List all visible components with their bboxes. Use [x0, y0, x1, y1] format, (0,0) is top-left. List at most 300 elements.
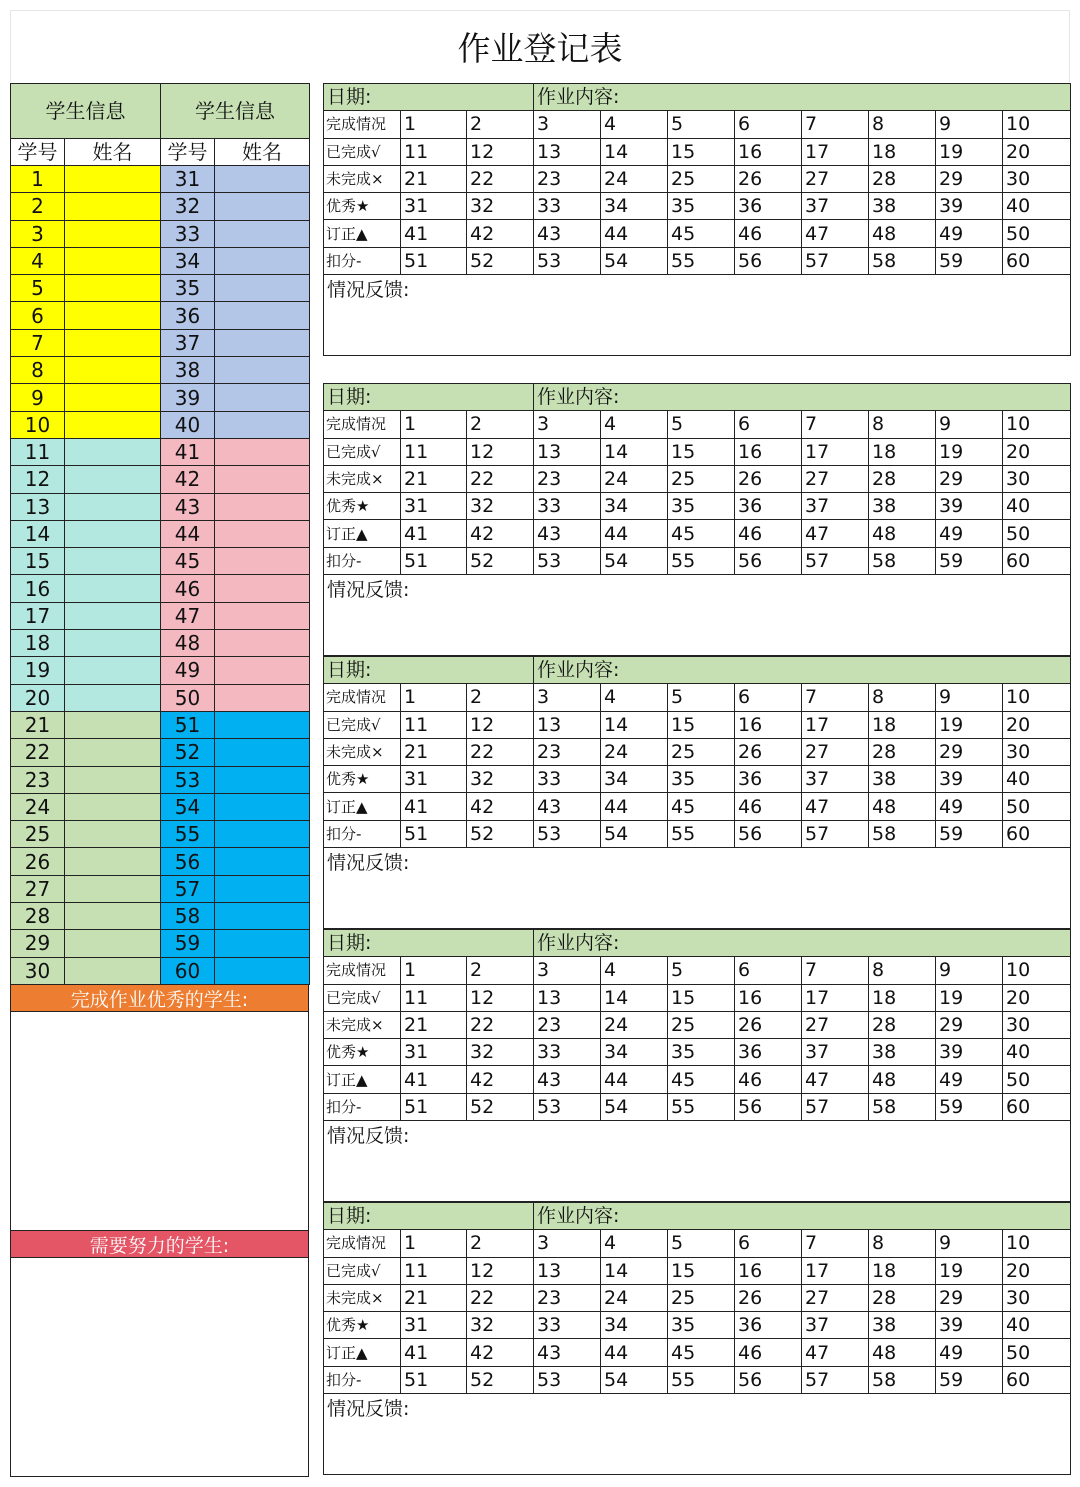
student-number-cell[interactable]: 6	[735, 957, 802, 984]
student-number-cell[interactable]: 1	[401, 684, 467, 711]
student-number-cell[interactable]: 39	[936, 493, 1003, 520]
student-number-cell[interactable]: 18	[869, 438, 936, 465]
student-number-cell[interactable]: 5	[668, 411, 735, 438]
student-name-cell[interactable]	[215, 493, 310, 520]
student-number-cell[interactable]: 37	[802, 1039, 869, 1066]
student-number-cell[interactable]: 26	[735, 738, 802, 765]
student-number-cell[interactable]: 32	[467, 766, 534, 793]
student-name-cell[interactable]	[215, 766, 310, 793]
student-number-cell[interactable]: 59	[936, 1366, 1003, 1393]
student-name-cell[interactable]	[65, 193, 161, 220]
student-number-cell[interactable]: 56	[735, 247, 802, 274]
student-number-cell[interactable]: 40	[1003, 493, 1071, 520]
student-name-cell[interactable]	[65, 630, 161, 657]
student-number-cell[interactable]: 54	[601, 247, 668, 274]
student-name-cell[interactable]	[215, 247, 310, 274]
student-number-cell[interactable]: 39	[936, 193, 1003, 220]
student-number-cell[interactable]: 25	[668, 738, 735, 765]
student-number-cell[interactable]: 41	[401, 220, 467, 247]
student-number-cell[interactable]: 39	[936, 1312, 1003, 1339]
student-number-cell[interactable]: 27	[802, 465, 869, 492]
student-name-cell[interactable]	[215, 357, 310, 384]
student-number-cell[interactable]: 19	[936, 711, 1003, 738]
student-name-cell[interactable]	[65, 166, 161, 193]
student-number-cell[interactable]: 26	[735, 465, 802, 492]
student-name-cell[interactable]	[215, 957, 310, 984]
student-name-cell[interactable]	[215, 548, 310, 575]
student-number-cell[interactable]: 26	[735, 1011, 802, 1038]
student-number-cell[interactable]: 24	[601, 165, 668, 192]
student-number-cell[interactable]: 19	[936, 984, 1003, 1011]
student-number-cell[interactable]: 3	[534, 684, 601, 711]
student-name-cell[interactable]	[65, 711, 161, 738]
student-number-cell[interactable]: 36	[735, 1039, 802, 1066]
student-number-cell[interactable]: 45	[668, 220, 735, 247]
student-number-cell[interactable]: 3	[534, 411, 601, 438]
student-name-cell[interactable]	[215, 302, 310, 329]
student-number-cell[interactable]: 56	[735, 1093, 802, 1120]
student-name-cell[interactable]	[65, 657, 161, 684]
student-name-cell[interactable]	[65, 384, 161, 411]
student-name-cell[interactable]	[215, 575, 310, 602]
student-number-cell[interactable]: 54	[601, 1366, 668, 1393]
student-number-cell[interactable]: 20	[1003, 984, 1071, 1011]
student-number-cell[interactable]: 11	[401, 438, 467, 465]
student-number-cell[interactable]: 36	[735, 766, 802, 793]
student-number-cell[interactable]: 11	[401, 984, 467, 1011]
student-number-cell[interactable]: 35	[668, 1039, 735, 1066]
student-number-cell[interactable]: 49	[936, 1339, 1003, 1366]
student-number-cell[interactable]: 5	[668, 684, 735, 711]
date-field[interactable]: 日期:	[324, 1203, 534, 1230]
student-number-cell[interactable]: 5	[668, 957, 735, 984]
student-number-cell[interactable]: 24	[601, 738, 668, 765]
student-number-cell[interactable]: 16	[735, 438, 802, 465]
student-number-cell[interactable]: 49	[936, 220, 1003, 247]
student-number-cell[interactable]: 20	[1003, 138, 1071, 165]
student-number-cell[interactable]: 32	[467, 1312, 534, 1339]
student-number-cell[interactable]: 58	[869, 547, 936, 574]
student-number-cell[interactable]: 60	[1003, 1366, 1071, 1393]
student-number-cell[interactable]: 57	[802, 1093, 869, 1120]
student-number-cell[interactable]: 27	[802, 738, 869, 765]
student-number-cell[interactable]: 35	[668, 193, 735, 220]
student-number-cell[interactable]: 51	[401, 820, 467, 847]
student-number-cell[interactable]: 1	[401, 411, 467, 438]
student-number-cell[interactable]: 25	[668, 1011, 735, 1038]
student-name-cell[interactable]	[215, 630, 310, 657]
student-number-cell[interactable]: 32	[467, 193, 534, 220]
student-number-cell[interactable]: 28	[869, 465, 936, 492]
student-name-cell[interactable]	[215, 848, 310, 875]
student-number-cell[interactable]: 53	[534, 247, 601, 274]
student-number-cell[interactable]: 53	[534, 1366, 601, 1393]
student-number-cell[interactable]: 2	[467, 1230, 534, 1257]
student-name-cell[interactable]	[215, 466, 310, 493]
student-number-cell[interactable]: 50	[1003, 1066, 1071, 1093]
student-number-cell[interactable]: 18	[869, 1257, 936, 1284]
student-number-cell[interactable]: 2	[467, 411, 534, 438]
student-name-cell[interactable]	[65, 466, 161, 493]
student-number-cell[interactable]: 34	[601, 1312, 668, 1339]
student-number-cell[interactable]: 44	[601, 520, 668, 547]
student-number-cell[interactable]: 11	[401, 711, 467, 738]
student-number-cell[interactable]: 18	[869, 138, 936, 165]
student-number-cell[interactable]: 56	[735, 820, 802, 847]
student-number-cell[interactable]: 10	[1003, 1230, 1071, 1257]
student-number-cell[interactable]: 32	[467, 1039, 534, 1066]
student-number-cell[interactable]: 23	[534, 738, 601, 765]
student-number-cell[interactable]: 4	[601, 957, 668, 984]
student-number-cell[interactable]: 1	[401, 111, 467, 138]
student-number-cell[interactable]: 1	[401, 957, 467, 984]
student-name-cell[interactable]	[215, 821, 310, 848]
student-number-cell[interactable]: 7	[802, 111, 869, 138]
student-number-cell[interactable]: 22	[467, 165, 534, 192]
student-number-cell[interactable]: 27	[802, 1011, 869, 1038]
homework-content-field[interactable]: 作业内容:	[534, 384, 1071, 411]
student-number-cell[interactable]: 59	[936, 1093, 1003, 1120]
student-number-cell[interactable]: 33	[534, 766, 601, 793]
student-number-cell[interactable]: 54	[601, 820, 668, 847]
student-number-cell[interactable]: 22	[467, 738, 534, 765]
student-number-cell[interactable]: 48	[869, 220, 936, 247]
student-number-cell[interactable]: 50	[1003, 793, 1071, 820]
student-number-cell[interactable]: 40	[1003, 766, 1071, 793]
student-name-cell[interactable]	[215, 411, 310, 438]
student-name-cell[interactable]	[65, 766, 161, 793]
student-number-cell[interactable]: 40	[1003, 193, 1071, 220]
student-number-cell[interactable]: 7	[802, 684, 869, 711]
student-number-cell[interactable]: 25	[668, 1284, 735, 1311]
student-name-cell[interactable]	[215, 438, 310, 465]
student-number-cell[interactable]: 43	[534, 520, 601, 547]
student-number-cell[interactable]: 42	[467, 1339, 534, 1366]
student-number-cell[interactable]: 47	[802, 1339, 869, 1366]
student-number-cell[interactable]: 10	[1003, 684, 1071, 711]
student-number-cell[interactable]: 9	[936, 1230, 1003, 1257]
student-number-cell[interactable]: 7	[802, 411, 869, 438]
student-number-cell[interactable]: 50	[1003, 1339, 1071, 1366]
student-number-cell[interactable]: 48	[869, 520, 936, 547]
student-number-cell[interactable]: 57	[802, 1366, 869, 1393]
student-number-cell[interactable]: 30	[1003, 1284, 1071, 1311]
student-number-cell[interactable]: 3	[534, 1230, 601, 1257]
student-name-cell[interactable]	[215, 602, 310, 629]
student-number-cell[interactable]: 31	[401, 1039, 467, 1066]
student-name-cell[interactable]	[65, 302, 161, 329]
student-name-cell[interactable]	[215, 684, 310, 711]
student-name-cell[interactable]	[215, 166, 310, 193]
student-number-cell[interactable]: 42	[467, 1066, 534, 1093]
student-number-cell[interactable]: 28	[869, 1284, 936, 1311]
student-number-cell[interactable]: 58	[869, 247, 936, 274]
student-number-cell[interactable]: 12	[467, 711, 534, 738]
student-number-cell[interactable]: 20	[1003, 1257, 1071, 1284]
student-name-cell[interactable]	[65, 548, 161, 575]
student-number-cell[interactable]: 15	[668, 984, 735, 1011]
student-number-cell[interactable]: 34	[601, 766, 668, 793]
student-number-cell[interactable]: 9	[936, 957, 1003, 984]
student-name-cell[interactable]	[215, 384, 310, 411]
student-number-cell[interactable]: 60	[1003, 820, 1071, 847]
student-number-cell[interactable]: 37	[802, 1312, 869, 1339]
student-name-cell[interactable]	[215, 903, 310, 930]
student-name-cell[interactable]	[65, 848, 161, 875]
student-number-cell[interactable]: 14	[601, 138, 668, 165]
student-number-cell[interactable]: 23	[534, 465, 601, 492]
student-number-cell[interactable]: 25	[668, 165, 735, 192]
student-name-cell[interactable]	[65, 357, 161, 384]
student-number-cell[interactable]: 40	[1003, 1039, 1071, 1066]
student-number-cell[interactable]: 30	[1003, 465, 1071, 492]
student-number-cell[interactable]: 41	[401, 520, 467, 547]
student-number-cell[interactable]: 15	[668, 438, 735, 465]
student-number-cell[interactable]: 37	[802, 766, 869, 793]
student-number-cell[interactable]: 35	[668, 493, 735, 520]
student-number-cell[interactable]: 4	[601, 411, 668, 438]
student-number-cell[interactable]: 34	[601, 1039, 668, 1066]
student-number-cell[interactable]: 59	[936, 547, 1003, 574]
student-number-cell[interactable]: 2	[467, 111, 534, 138]
feedback-field[interactable]: 情况反馈:	[324, 848, 1071, 929]
student-number-cell[interactable]: 55	[668, 547, 735, 574]
student-number-cell[interactable]: 4	[601, 684, 668, 711]
student-number-cell[interactable]: 2	[467, 957, 534, 984]
student-number-cell[interactable]: 9	[936, 111, 1003, 138]
student-number-cell[interactable]: 47	[802, 220, 869, 247]
student-number-cell[interactable]: 52	[467, 1093, 534, 1120]
student-number-cell[interactable]: 11	[401, 138, 467, 165]
student-number-cell[interactable]: 33	[534, 493, 601, 520]
student-number-cell[interactable]: 46	[735, 793, 802, 820]
student-name-cell[interactable]	[65, 957, 161, 984]
student-number-cell[interactable]: 51	[401, 547, 467, 574]
student-number-cell[interactable]: 28	[869, 738, 936, 765]
student-number-cell[interactable]: 55	[668, 247, 735, 274]
student-name-cell[interactable]	[215, 220, 310, 247]
student-name-cell[interactable]	[65, 247, 161, 274]
student-number-cell[interactable]: 10	[1003, 411, 1071, 438]
student-number-cell[interactable]: 58	[869, 820, 936, 847]
student-number-cell[interactable]: 16	[735, 984, 802, 1011]
student-number-cell[interactable]: 20	[1003, 711, 1071, 738]
student-number-cell[interactable]: 23	[534, 1284, 601, 1311]
student-number-cell[interactable]: 32	[467, 493, 534, 520]
student-name-cell[interactable]	[65, 493, 161, 520]
student-number-cell[interactable]: 41	[401, 1066, 467, 1093]
student-number-cell[interactable]: 42	[467, 220, 534, 247]
student-name-cell[interactable]	[65, 329, 161, 356]
student-number-cell[interactable]: 33	[534, 193, 601, 220]
student-number-cell[interactable]: 13	[534, 984, 601, 1011]
student-number-cell[interactable]: 4	[601, 1230, 668, 1257]
student-number-cell[interactable]: 19	[936, 138, 1003, 165]
student-number-cell[interactable]: 24	[601, 1011, 668, 1038]
student-number-cell[interactable]: 6	[735, 411, 802, 438]
student-number-cell[interactable]: 15	[668, 711, 735, 738]
student-number-cell[interactable]: 19	[936, 1257, 1003, 1284]
student-name-cell[interactable]	[215, 875, 310, 902]
student-number-cell[interactable]: 21	[401, 1284, 467, 1311]
student-number-cell[interactable]: 12	[467, 438, 534, 465]
student-number-cell[interactable]: 46	[735, 220, 802, 247]
student-number-cell[interactable]: 12	[467, 138, 534, 165]
student-number-cell[interactable]: 5	[668, 1230, 735, 1257]
student-name-cell[interactable]	[65, 821, 161, 848]
student-number-cell[interactable]: 13	[534, 1257, 601, 1284]
student-number-cell[interactable]: 17	[802, 1257, 869, 1284]
student-number-cell[interactable]: 8	[869, 957, 936, 984]
student-number-cell[interactable]: 59	[936, 247, 1003, 274]
feedback-field[interactable]: 情况反馈:	[324, 1394, 1071, 1475]
student-number-cell[interactable]: 47	[802, 1066, 869, 1093]
student-number-cell[interactable]: 41	[401, 1339, 467, 1366]
student-number-cell[interactable]: 23	[534, 165, 601, 192]
homework-content-field[interactable]: 作业内容:	[534, 657, 1071, 684]
student-number-cell[interactable]: 38	[869, 1312, 936, 1339]
student-number-cell[interactable]: 55	[668, 1366, 735, 1393]
student-name-cell[interactable]	[65, 875, 161, 902]
student-number-cell[interactable]: 49	[936, 1066, 1003, 1093]
student-number-cell[interactable]: 37	[802, 193, 869, 220]
student-number-cell[interactable]: 17	[802, 711, 869, 738]
student-number-cell[interactable]: 30	[1003, 738, 1071, 765]
student-number-cell[interactable]: 3	[534, 111, 601, 138]
student-number-cell[interactable]: 6	[735, 684, 802, 711]
student-number-cell[interactable]: 49	[936, 520, 1003, 547]
student-name-cell[interactable]	[215, 711, 310, 738]
student-number-cell[interactable]: 46	[735, 1339, 802, 1366]
student-number-cell[interactable]: 14	[601, 438, 668, 465]
student-name-cell[interactable]	[215, 739, 310, 766]
student-number-cell[interactable]: 53	[534, 1093, 601, 1120]
student-name-cell[interactable]	[215, 329, 310, 356]
student-number-cell[interactable]: 57	[802, 547, 869, 574]
student-number-cell[interactable]: 30	[1003, 1011, 1071, 1038]
student-number-cell[interactable]: 10	[1003, 111, 1071, 138]
student-number-cell[interactable]: 57	[802, 247, 869, 274]
student-number-cell[interactable]: 49	[936, 793, 1003, 820]
student-number-cell[interactable]: 43	[534, 1066, 601, 1093]
student-number-cell[interactable]: 9	[936, 411, 1003, 438]
student-number-cell[interactable]: 52	[467, 547, 534, 574]
student-number-cell[interactable]: 27	[802, 165, 869, 192]
student-number-cell[interactable]: 33	[534, 1039, 601, 1066]
student-number-cell[interactable]: 13	[534, 138, 601, 165]
student-name-cell[interactable]	[65, 602, 161, 629]
student-name-cell[interactable]	[65, 411, 161, 438]
student-number-cell[interactable]: 38	[869, 493, 936, 520]
student-number-cell[interactable]: 52	[467, 820, 534, 847]
feedback-field[interactable]: 情况反馈:	[324, 575, 1071, 656]
student-name-cell[interactable]	[215, 193, 310, 220]
student-number-cell[interactable]: 8	[869, 411, 936, 438]
student-number-cell[interactable]: 9	[936, 684, 1003, 711]
student-number-cell[interactable]: 46	[735, 520, 802, 547]
student-number-cell[interactable]: 54	[601, 1093, 668, 1120]
student-number-cell[interactable]: 39	[936, 766, 1003, 793]
student-number-cell[interactable]: 42	[467, 520, 534, 547]
student-number-cell[interactable]: 18	[869, 984, 936, 1011]
student-number-cell[interactable]: 48	[869, 1066, 936, 1093]
student-number-cell[interactable]: 34	[601, 493, 668, 520]
student-number-cell[interactable]: 14	[601, 711, 668, 738]
student-number-cell[interactable]: 45	[668, 793, 735, 820]
student-number-cell[interactable]: 60	[1003, 1093, 1071, 1120]
student-name-cell[interactable]	[65, 520, 161, 547]
student-number-cell[interactable]: 17	[802, 438, 869, 465]
student-number-cell[interactable]: 8	[869, 684, 936, 711]
student-number-cell[interactable]: 15	[668, 1257, 735, 1284]
student-number-cell[interactable]: 48	[869, 793, 936, 820]
student-number-cell[interactable]: 56	[735, 547, 802, 574]
date-field[interactable]: 日期:	[324, 930, 534, 957]
student-number-cell[interactable]: 57	[802, 820, 869, 847]
student-number-cell[interactable]: 17	[802, 138, 869, 165]
student-number-cell[interactable]: 51	[401, 247, 467, 274]
student-number-cell[interactable]: 22	[467, 1284, 534, 1311]
student-number-cell[interactable]: 29	[936, 465, 1003, 492]
homework-content-field[interactable]: 作业内容:	[534, 84, 1071, 111]
student-number-cell[interactable]: 60	[1003, 247, 1071, 274]
student-number-cell[interactable]: 35	[668, 1312, 735, 1339]
student-number-cell[interactable]: 26	[735, 165, 802, 192]
student-number-cell[interactable]: 10	[1003, 957, 1071, 984]
student-number-cell[interactable]: 45	[668, 1066, 735, 1093]
student-name-cell[interactable]	[65, 903, 161, 930]
student-number-cell[interactable]: 50	[1003, 220, 1071, 247]
student-number-cell[interactable]: 38	[869, 1039, 936, 1066]
student-number-cell[interactable]: 53	[534, 547, 601, 574]
student-number-cell[interactable]: 20	[1003, 438, 1071, 465]
student-number-cell[interactable]: 2	[467, 684, 534, 711]
student-number-cell[interactable]: 37	[802, 493, 869, 520]
student-number-cell[interactable]: 29	[936, 165, 1003, 192]
student-name-cell[interactable]	[65, 220, 161, 247]
student-number-cell[interactable]: 12	[467, 984, 534, 1011]
student-name-cell[interactable]	[65, 684, 161, 711]
student-number-cell[interactable]: 15	[668, 138, 735, 165]
student-number-cell[interactable]: 17	[802, 984, 869, 1011]
student-name-cell[interactable]	[65, 275, 161, 302]
student-number-cell[interactable]: 44	[601, 1066, 668, 1093]
student-number-cell[interactable]: 44	[601, 793, 668, 820]
date-field[interactable]: 日期:	[324, 84, 534, 111]
student-name-cell[interactable]	[215, 275, 310, 302]
student-number-cell[interactable]: 54	[601, 547, 668, 574]
student-number-cell[interactable]: 4	[601, 111, 668, 138]
student-number-cell[interactable]: 8	[869, 111, 936, 138]
student-number-cell[interactable]: 28	[869, 165, 936, 192]
student-number-cell[interactable]: 34	[601, 193, 668, 220]
student-number-cell[interactable]: 14	[601, 1257, 668, 1284]
student-number-cell[interactable]: 43	[534, 793, 601, 820]
student-number-cell[interactable]: 22	[467, 465, 534, 492]
student-number-cell[interactable]: 21	[401, 738, 467, 765]
student-number-cell[interactable]: 47	[802, 793, 869, 820]
student-number-cell[interactable]: 31	[401, 1312, 467, 1339]
student-number-cell[interactable]: 29	[936, 1284, 1003, 1311]
student-name-cell[interactable]	[65, 739, 161, 766]
student-number-cell[interactable]: 40	[1003, 1312, 1071, 1339]
date-field[interactable]: 日期:	[324, 384, 534, 411]
student-number-cell[interactable]: 21	[401, 1011, 467, 1038]
student-number-cell[interactable]: 7	[802, 957, 869, 984]
student-name-cell[interactable]	[65, 575, 161, 602]
student-number-cell[interactable]: 26	[735, 1284, 802, 1311]
student-number-cell[interactable]: 60	[1003, 547, 1071, 574]
